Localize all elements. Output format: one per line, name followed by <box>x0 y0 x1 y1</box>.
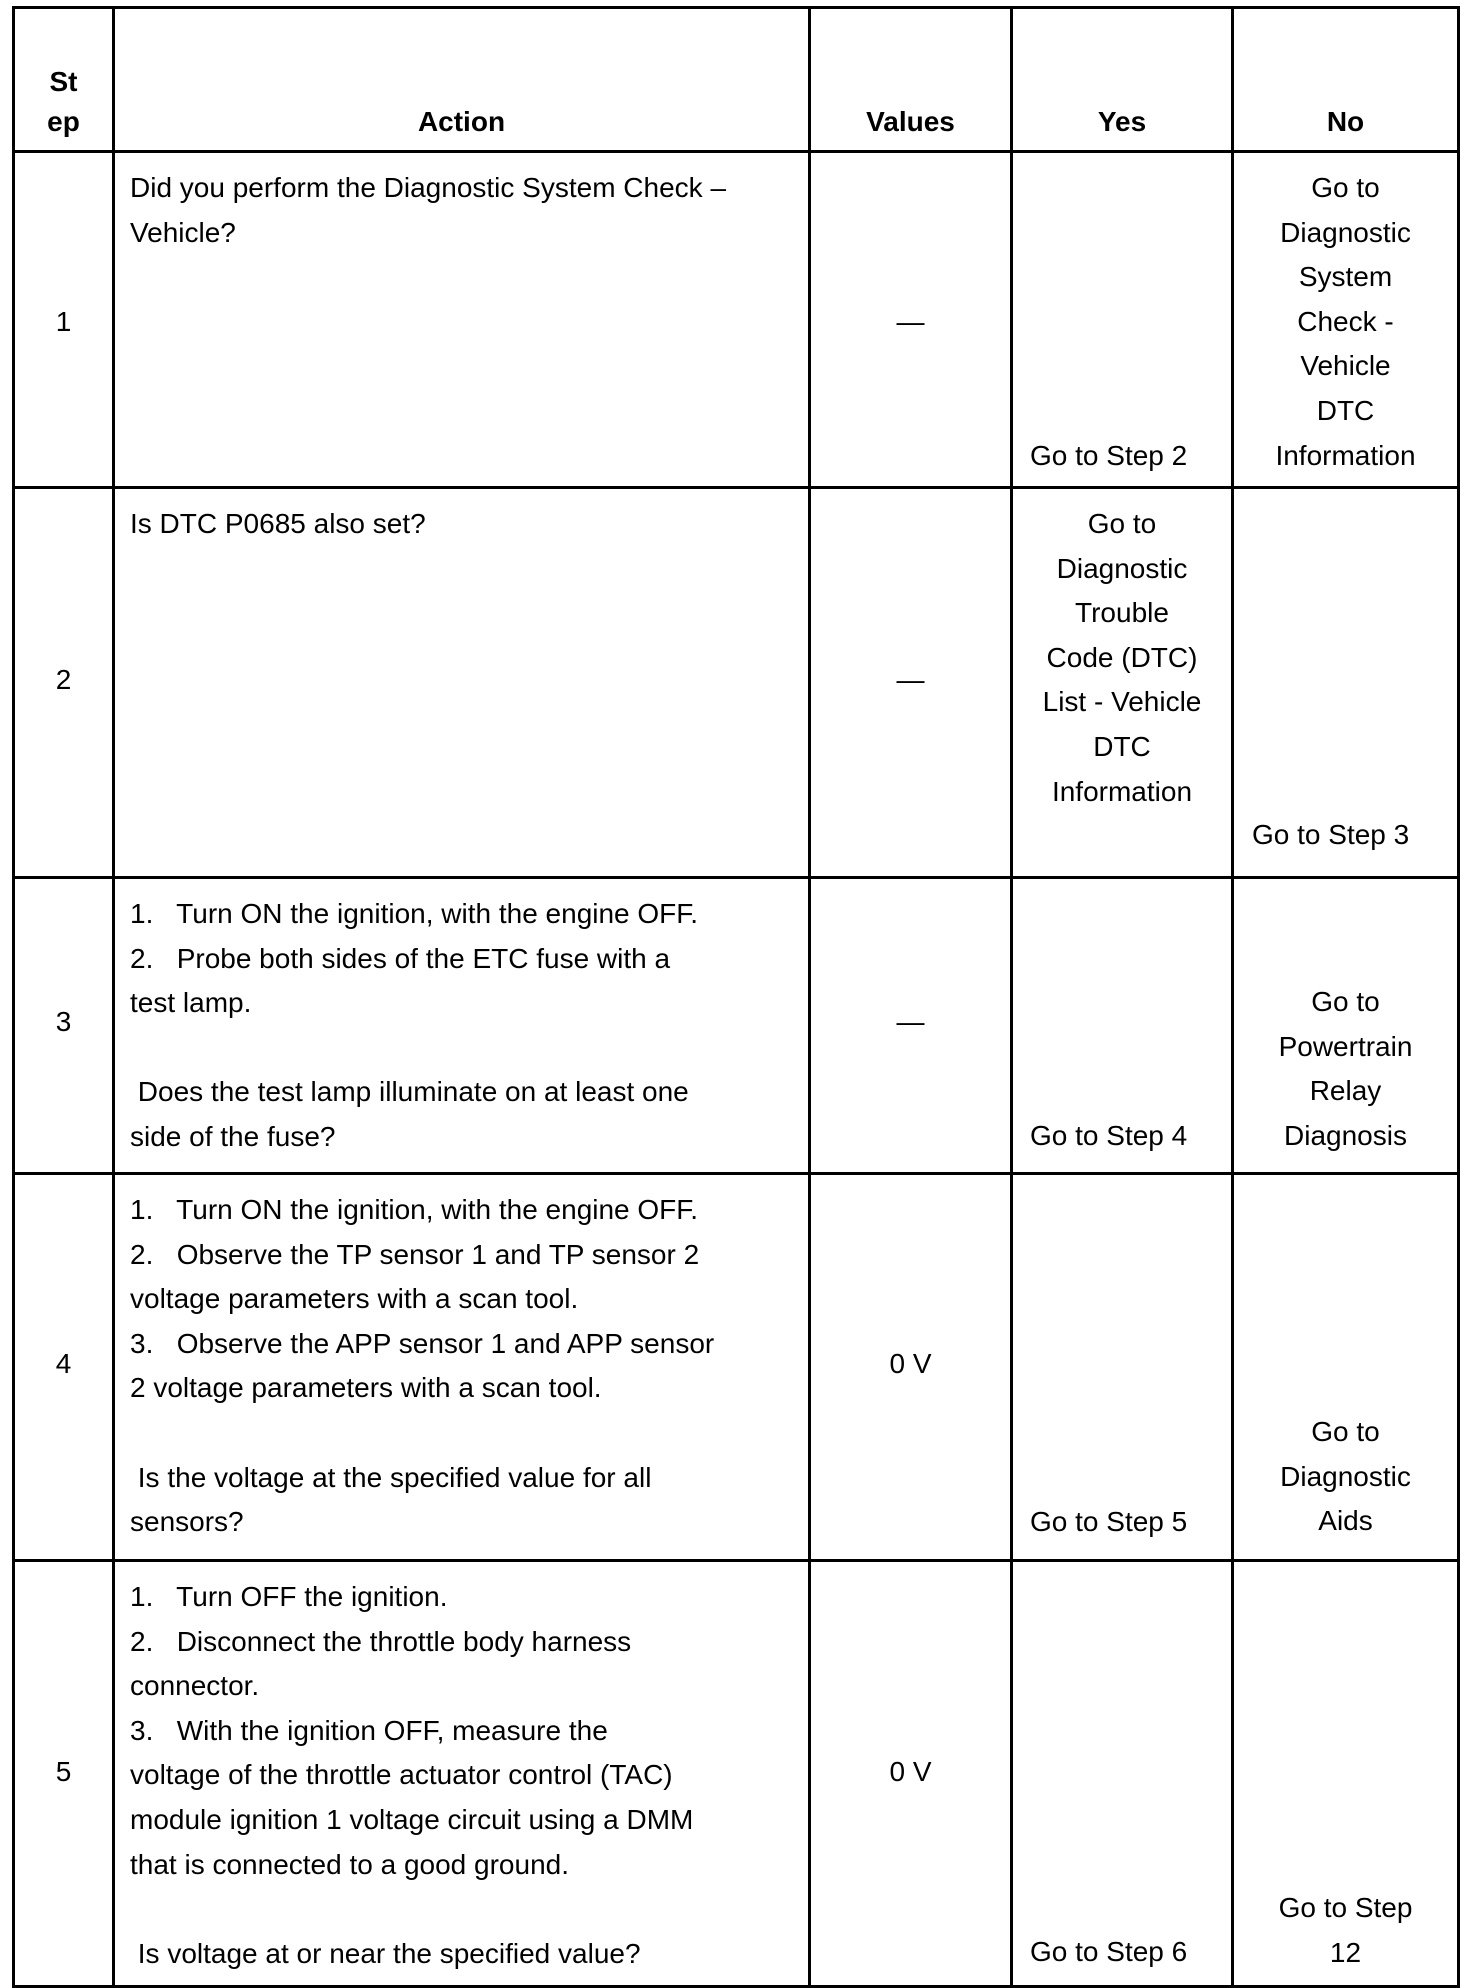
yes-line: Code (DTC) <box>1046 641 1198 673</box>
yes-line: DTC <box>1093 730 1151 762</box>
action-text <box>130 166 800 255</box>
action-line: 2. Probe both sides of the ETC fuse with a <box>130 942 671 974</box>
no-line: Diagnosis <box>1284 1119 1407 1151</box>
action-line <box>130 1026 800 1071</box>
no-line: Go to <box>1311 172 1380 203</box>
action-text <box>130 1188 800 1545</box>
value-text: 0 V <box>889 1348 932 1379</box>
yes-line: Go to <box>1087 508 1157 539</box>
header-step <box>15 62 112 142</box>
no-text <box>1234 1886 1457 1975</box>
action-line: Did you perform the Diagnostic System Check – <box>130 172 727 203</box>
action-line: that is connected to a good ground. <box>130 1848 569 1880</box>
no-line: Aids <box>1318 1505 1373 1537</box>
yes-line: Go to Step 6 <box>1030 1936 1188 1967</box>
action-line: 1. Turn ON the ignition, with the engine OFF. <box>130 1194 699 1225</box>
value-text: 0 V <box>889 1756 932 1787</box>
no-line: Powertrain <box>1278 1030 1413 1062</box>
no-text <box>1234 166 1457 478</box>
action-line: Is the voltage at the specified value for all <box>130 1461 652 1493</box>
action-line: 3. Observe the APP sensor 1 and APP sensor <box>130 1327 715 1359</box>
header-no: No <box>1326 106 1365 137</box>
step-number: 1 <box>55 306 72 337</box>
header-action: Action <box>417 106 506 137</box>
yes-text <box>1030 1930 1225 1975</box>
table-border-right <box>1457 6 1460 1988</box>
no-line: Diagnostic <box>1280 216 1411 248</box>
action-line: 1. Turn OFF the ignition. <box>130 1581 448 1612</box>
yes-line: Information <box>1051 775 1193 807</box>
action-line <box>130 1411 800 1456</box>
action-line: Is voltage at or near the specified value? <box>130 1937 641 1969</box>
no-line: System <box>1298 261 1393 293</box>
column-divider <box>1010 6 1013 1988</box>
action-line: 2 voltage parameters with a scan tool. <box>130 1372 602 1404</box>
yes-line: Go to Step 2 <box>1030 440 1188 471</box>
action-line: voltage parameters with a scan tool. <box>130 1283 579 1315</box>
no-line: Go to <box>1311 1416 1380 1447</box>
step-number: 3 <box>55 1006 72 1037</box>
header-divider <box>12 150 1460 153</box>
header-yes: Yes <box>1097 106 1147 137</box>
column-divider <box>112 6 115 1988</box>
action-line: 2. Observe the TP sensor 1 and TP sensor 2 <box>130 1238 700 1270</box>
row-divider <box>12 486 1460 489</box>
action-line: voltage of the throttle actuator control (TAC) <box>130 1759 673 1791</box>
value-text: — <box>896 306 925 337</box>
action-line: Vehicle? <box>130 216 236 248</box>
action-line: sensors? <box>130 1506 244 1538</box>
table-border-top <box>12 6 1460 9</box>
row-divider <box>12 876 1460 879</box>
action-text <box>130 502 800 547</box>
action-line: test lamp. <box>130 987 252 1019</box>
yes-line: Diagnostic <box>1056 552 1188 584</box>
action-line <box>130 1887 800 1932</box>
no-line: Information <box>1275 439 1416 471</box>
step-number: 5 <box>55 1756 72 1787</box>
row-divider <box>12 1172 1460 1175</box>
no-text <box>1234 980 1457 1158</box>
no-line: Diagnostic <box>1280 1460 1411 1492</box>
yes-text <box>1013 502 1231 814</box>
action-line: Does the test lamp illuminate on at least one <box>130 1076 689 1108</box>
value-text: — <box>896 664 925 695</box>
no-text <box>1234 1410 1457 1544</box>
row-divider <box>12 1559 1460 1562</box>
action-text <box>130 1575 800 1976</box>
step-number: 4 <box>55 1348 72 1379</box>
no-line: DTC <box>1316 394 1375 426</box>
action-line: side of the fuse? <box>130 1120 336 1152</box>
action-line: Is DTC P0685 also set? <box>130 508 426 539</box>
yes-text <box>1030 1500 1225 1545</box>
no-line: Vehicle <box>1300 350 1391 382</box>
no-line: Go to Step <box>1278 1892 1413 1923</box>
action-text <box>130 892 800 1160</box>
action-line: 3. With the ignition OFF, measure the <box>130 1714 608 1746</box>
yes-line: List - Vehicle <box>1042 686 1202 718</box>
yes-text <box>1030 1114 1225 1159</box>
header-step-line: ep <box>47 106 80 137</box>
action-line: 1. Turn ON the ignition, with the engine OFF. <box>130 898 699 929</box>
action-line: module ignition 1 voltage circuit using a DMM <box>130 1803 694 1835</box>
yes-line: Go to Step 4 <box>1030 1120 1188 1151</box>
no-line: Go to <box>1311 986 1380 1017</box>
action-line: 2. Disconnect the throttle body harness <box>130 1625 632 1657</box>
no-line: Check - <box>1297 305 1394 337</box>
step-number: 2 <box>55 664 72 695</box>
no-line: Go to Step 3 <box>1252 819 1410 850</box>
yes-line: Trouble <box>1075 597 1169 629</box>
yes-line: Go to Step 5 <box>1030 1506 1188 1537</box>
header-step-line: St <box>49 66 78 97</box>
no-text <box>1252 813 1452 858</box>
value-text: — <box>896 1006 925 1037</box>
header-values: Values <box>866 106 955 137</box>
yes-text <box>1030 434 1225 479</box>
no-line: Relay <box>1309 1075 1382 1107</box>
action-line: connector. <box>130 1670 260 1702</box>
no-line: 12 <box>1329 1936 1362 1968</box>
